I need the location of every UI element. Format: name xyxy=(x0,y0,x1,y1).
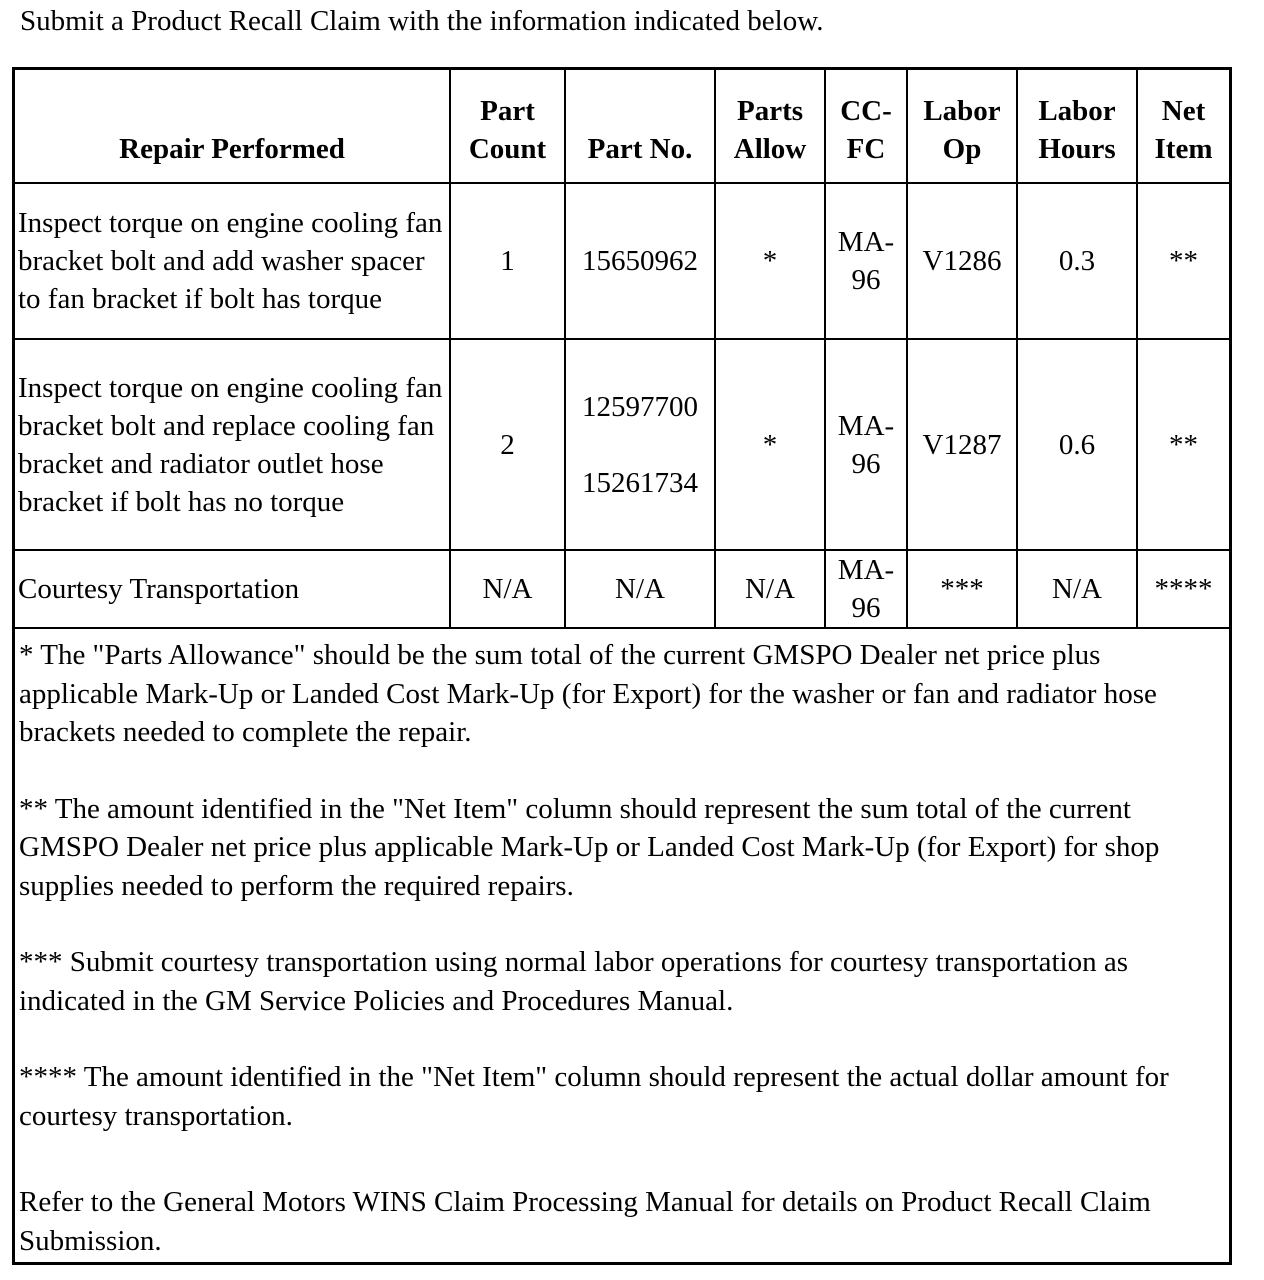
cell-labor-hours: 0.6 xyxy=(1017,339,1137,550)
part-number: 15261734 xyxy=(582,466,698,499)
cell-net-item: ** xyxy=(1137,183,1229,339)
header-part-count: Part Count xyxy=(450,70,565,183)
header-repair-performed: Repair Performed xyxy=(15,70,450,183)
cell-labor-op: V1286 xyxy=(907,183,1017,339)
cell-parts-allow: N/A xyxy=(715,550,825,628)
cell-labor-op: *** xyxy=(907,550,1017,628)
footnote-wins-manual-reference: Refer to the General Motors WINS Claim Processing Manual for details on Product Recall Claim Submission. xyxy=(19,1186,1151,1257)
cell-part-no: 15650962 xyxy=(565,183,715,339)
table-header-row xyxy=(15,70,1229,183)
cell-parts-allow: * xyxy=(715,339,825,550)
header-part-no: Part No. xyxy=(565,70,715,183)
cell-net-item: **** xyxy=(1137,550,1229,628)
footnote-courtesy-transportation: *** Submit courtesy transportation using normal labor operations for courtesy transportation as indicated in the GM Service Policies and Procedures Manual. xyxy=(19,946,1129,1017)
cell-part-count: N/A xyxy=(450,550,565,628)
cell-part-no xyxy=(565,339,715,550)
table-row xyxy=(15,339,1229,550)
part-number: 12597700 xyxy=(582,390,698,423)
header-parts-allow: Parts Allow xyxy=(715,70,825,183)
cell-cc-fc: MA- 96 xyxy=(825,183,907,339)
header-labor-hours: Labor Hours xyxy=(1017,70,1137,183)
cell-labor-hours: 0.3 xyxy=(1017,183,1137,339)
header-net-item: Net Item xyxy=(1137,70,1229,183)
cell-parts-allow: * xyxy=(715,183,825,339)
cell-part-count: 1 xyxy=(450,183,565,339)
footnote-net-item-shop-supplies: ** The amount identified in the "Net Item" column should represent the sum total of the current GMSPO Dealer net price plus applicable Mark-Up or Landed Cost Mark-Up (for Export) for shop supplies needed to perform the required repairs. xyxy=(19,792,1160,902)
cell-repair-performed: Inspect torque on engine cooling fan bracket bolt and add washer spacer to fan bracket if bolt has torque xyxy=(15,183,450,339)
cell-part-count: 2 xyxy=(450,339,565,550)
intro-text: Submit a Product Recall Claim with the information indicated below. xyxy=(20,5,824,37)
claim-table xyxy=(15,70,1229,629)
cell-part-no: N/A xyxy=(565,550,715,628)
footnote-net-item-courtesy: **** The amount identified in the "Net Item" column should represent the actual dollar amount for courtesy transportation. xyxy=(19,1061,1169,1132)
recall-claim-box xyxy=(12,67,1232,1265)
cell-net-item: ** xyxy=(1137,339,1229,550)
table-row xyxy=(15,183,1229,339)
cell-cc-fc: MA- 96 xyxy=(825,550,907,628)
cell-cc-fc: MA- 96 xyxy=(825,339,907,550)
footnote-parts-allowance: * The "Parts Allowance" should be the sum total of the current GMSPO Dealer net price plus applicable Mark-Up or Landed Cost Mark-Up (for Export) for the washer or fan and radiator hose brackets needed to complete the repair. xyxy=(19,639,1157,748)
cell-repair-performed: Inspect torque on engine cooling fan bracket bolt and replace cooling fan bracket and radiator outlet hose bracket if bolt has no torque xyxy=(15,339,450,550)
header-labor-op: Labor Op xyxy=(907,70,1017,183)
table-row xyxy=(15,550,1229,628)
cell-labor-op: V1287 xyxy=(907,339,1017,550)
header-cc-fc: CC- FC xyxy=(825,70,907,183)
cell-labor-hours: N/A xyxy=(1017,550,1137,628)
footnotes xyxy=(19,636,1219,1260)
cell-repair-performed: Courtesy Transportation xyxy=(15,550,450,628)
